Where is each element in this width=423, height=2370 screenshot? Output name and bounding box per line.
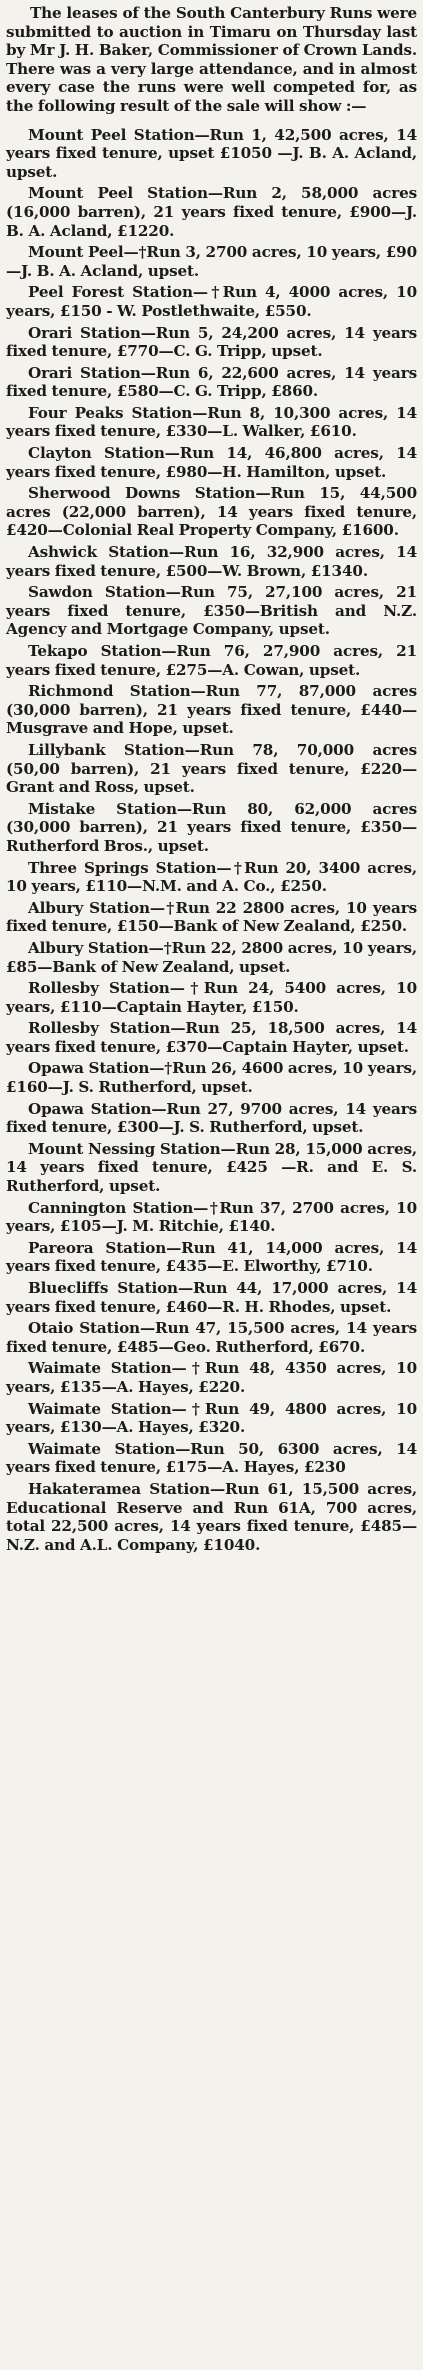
run-entry: Albury Station—†Run 22 2800 acres, 10 years fixed tenure, £150—Bank of New Zealand, £250.: [6, 898, 417, 936]
run-entry: Mount Peel—†Run 3, 2700 acres, 10 years, £90—J. B. A. Acland, upset.: [6, 243, 417, 280]
run-entry: Peel Forest Station—†Run 4, 4000 acres, 10 years, £150 - W. Postlethwaite, £550.: [6, 283, 417, 320]
run-entry: Four Peaks Station—Run 8, 10,300 acres, 14 years fixed tenure, £330—L. Walker, £610.: [6, 403, 417, 441]
run-entry: Richmond Station—Run 77, 87,000 acres (30,000 barren), 21 years fixed tenure, £440—Musgrave and Hope, upset.: [6, 682, 417, 738]
run-entry: Pareora Station—Run 41, 14,000 acres, 14 years fixed tenure, £435—E. Elworthy, £710.: [6, 1238, 417, 1276]
run-entry: Waimate Station—†Run 49, 4800 acres, 10 years, £130—A. Hayes, £320.: [6, 1399, 417, 1437]
run-entry: Lillybank Station—Run 78, 70,000 acres (50,00 barren), 21 years fixed tenure, £220—Grant and Ross, upset.: [6, 740, 417, 797]
run-entry: Opawa Station—Run 27, 9700 acres, 14 years fixed tenure, £300—J. S. Rutherford, upset.: [6, 1099, 417, 1137]
run-entry: Orari Station—Run 6, 22,600 acres, 14 years fixed tenure, £580—C. G. Tripp, £860.: [6, 363, 417, 401]
run-entry: Sherwood Downs Station—Run 15, 44,500 acres (22,000 barren), 14 years fixed tenure, £420—Colonial Real Property Company, £1600.: [6, 484, 417, 540]
run-entry: Tekapo Station—Run 76, 27,900 acres, 21 years fixed tenure, £275—A. Cowan, upset.: [6, 642, 417, 679]
run-entry: Clayton Station—Run 14, 46,800 acres, 14 years fixed tenure, £980—H. Hamilton, upset.: [6, 444, 417, 481]
run-entry: Rollesby Station—†Run 24, 5400 acres, 10 years, £110—Captain Hayter, £150.: [6, 979, 417, 1016]
run-entry: Bluecliffs Station—Run 44, 17,000 acres, 14 years fixed tenure, £460—R. H. Rhodes, upset.: [6, 1279, 417, 1316]
article-intro: The leases of the South Canterbury Runs were submitted to auction in Timaru on Thursday last by Mr J. H. Baker, Commissioner of Crown Lands. There was a very large attendance, and in almost every case the runs were well competed for, as the following result of the sale will show :—: [6, 4, 417, 115]
run-entry: Three Springs Station—†Run 20, 3400 acres, 10 years, £110—N.M. and A. Co., £250.: [6, 858, 417, 896]
run-entry: Orari Station—Run 5, 24,200 acres, 14 years fixed tenure, £770—C. G. Tripp, upset.: [6, 323, 417, 361]
run-entry: Cannington Station—†Run 37, 2700 acres, 10 years, £105—J. M. Ritchie, £140.: [6, 1198, 417, 1236]
run-entry: Mistake Station—Run 80, 62,000 acres (30,000 barren), 21 years fixed tenure, £350—Rutherford Bros., upset.: [6, 799, 417, 855]
run-entry: Rollesby Station—Run 25, 18,500 acres, 14 years fixed tenure, £370—Captain Hayter, upset.: [6, 1019, 417, 1056]
run-entry: Opawa Station—†Run 26, 4600 acres, 10 years, £160—J. S. Rutherford, upset.: [6, 1059, 417, 1097]
run-entry: Ashwick Station—Run 16, 32,900 acres, 14 years fixed tenure, £500—W. Brown, £1340.: [6, 543, 417, 580]
run-entry: Waimate Station—†Run 48, 4350 acres, 10 years, £135—A. Hayes, £220.: [6, 1359, 417, 1396]
run-list: [6, 126, 417, 1555]
run-entry: Mount Peel Station—Run 1, 42,500 acres, 14 years fixed tenure, upset £1050 —J. B. A. Acland, upset.: [6, 125, 417, 181]
run-entry: Hakateramea Station—Run 61, 15,500 acres, Educational Reserve and Run 61A, 700 acres, total 22,500 acres, 14 years fixed tenure, £485—N.Z. and A.L. Company, £1040.: [6, 1479, 417, 1554]
run-entry: Mount Peel Station—Run 2, 58,000 acres (16,000 barren), 21 years fixed tenure, £900—J. B. A. Acland, £1220.: [6, 184, 417, 240]
run-entry: Otaio Station—Run 47, 15,500 acres, 14 years fixed tenure, £485—Geo. Rutherford, £670.: [6, 1319, 417, 1356]
run-entry: Sawdon Station—Run 75, 27,100 acres, 21 years fixed tenure, £350—British and N.Z. Agency and Mortgage Company, upset.: [6, 583, 417, 639]
run-entry: Albury Station—†Run 22, 2800 acres, 10 years, £85—Bank of New Zealand, upset.: [6, 938, 417, 976]
run-entry: Mount Nessing Station—Run 28, 15,000 acres, 14 years fixed tenure, £425 —R. and E. S. Rutherford, upset.: [6, 1139, 417, 1196]
run-entry: Waimate Station—Run 50, 6300 acres, 14 years fixed tenure, £175—A. Hayes, £230: [6, 1439, 417, 1477]
